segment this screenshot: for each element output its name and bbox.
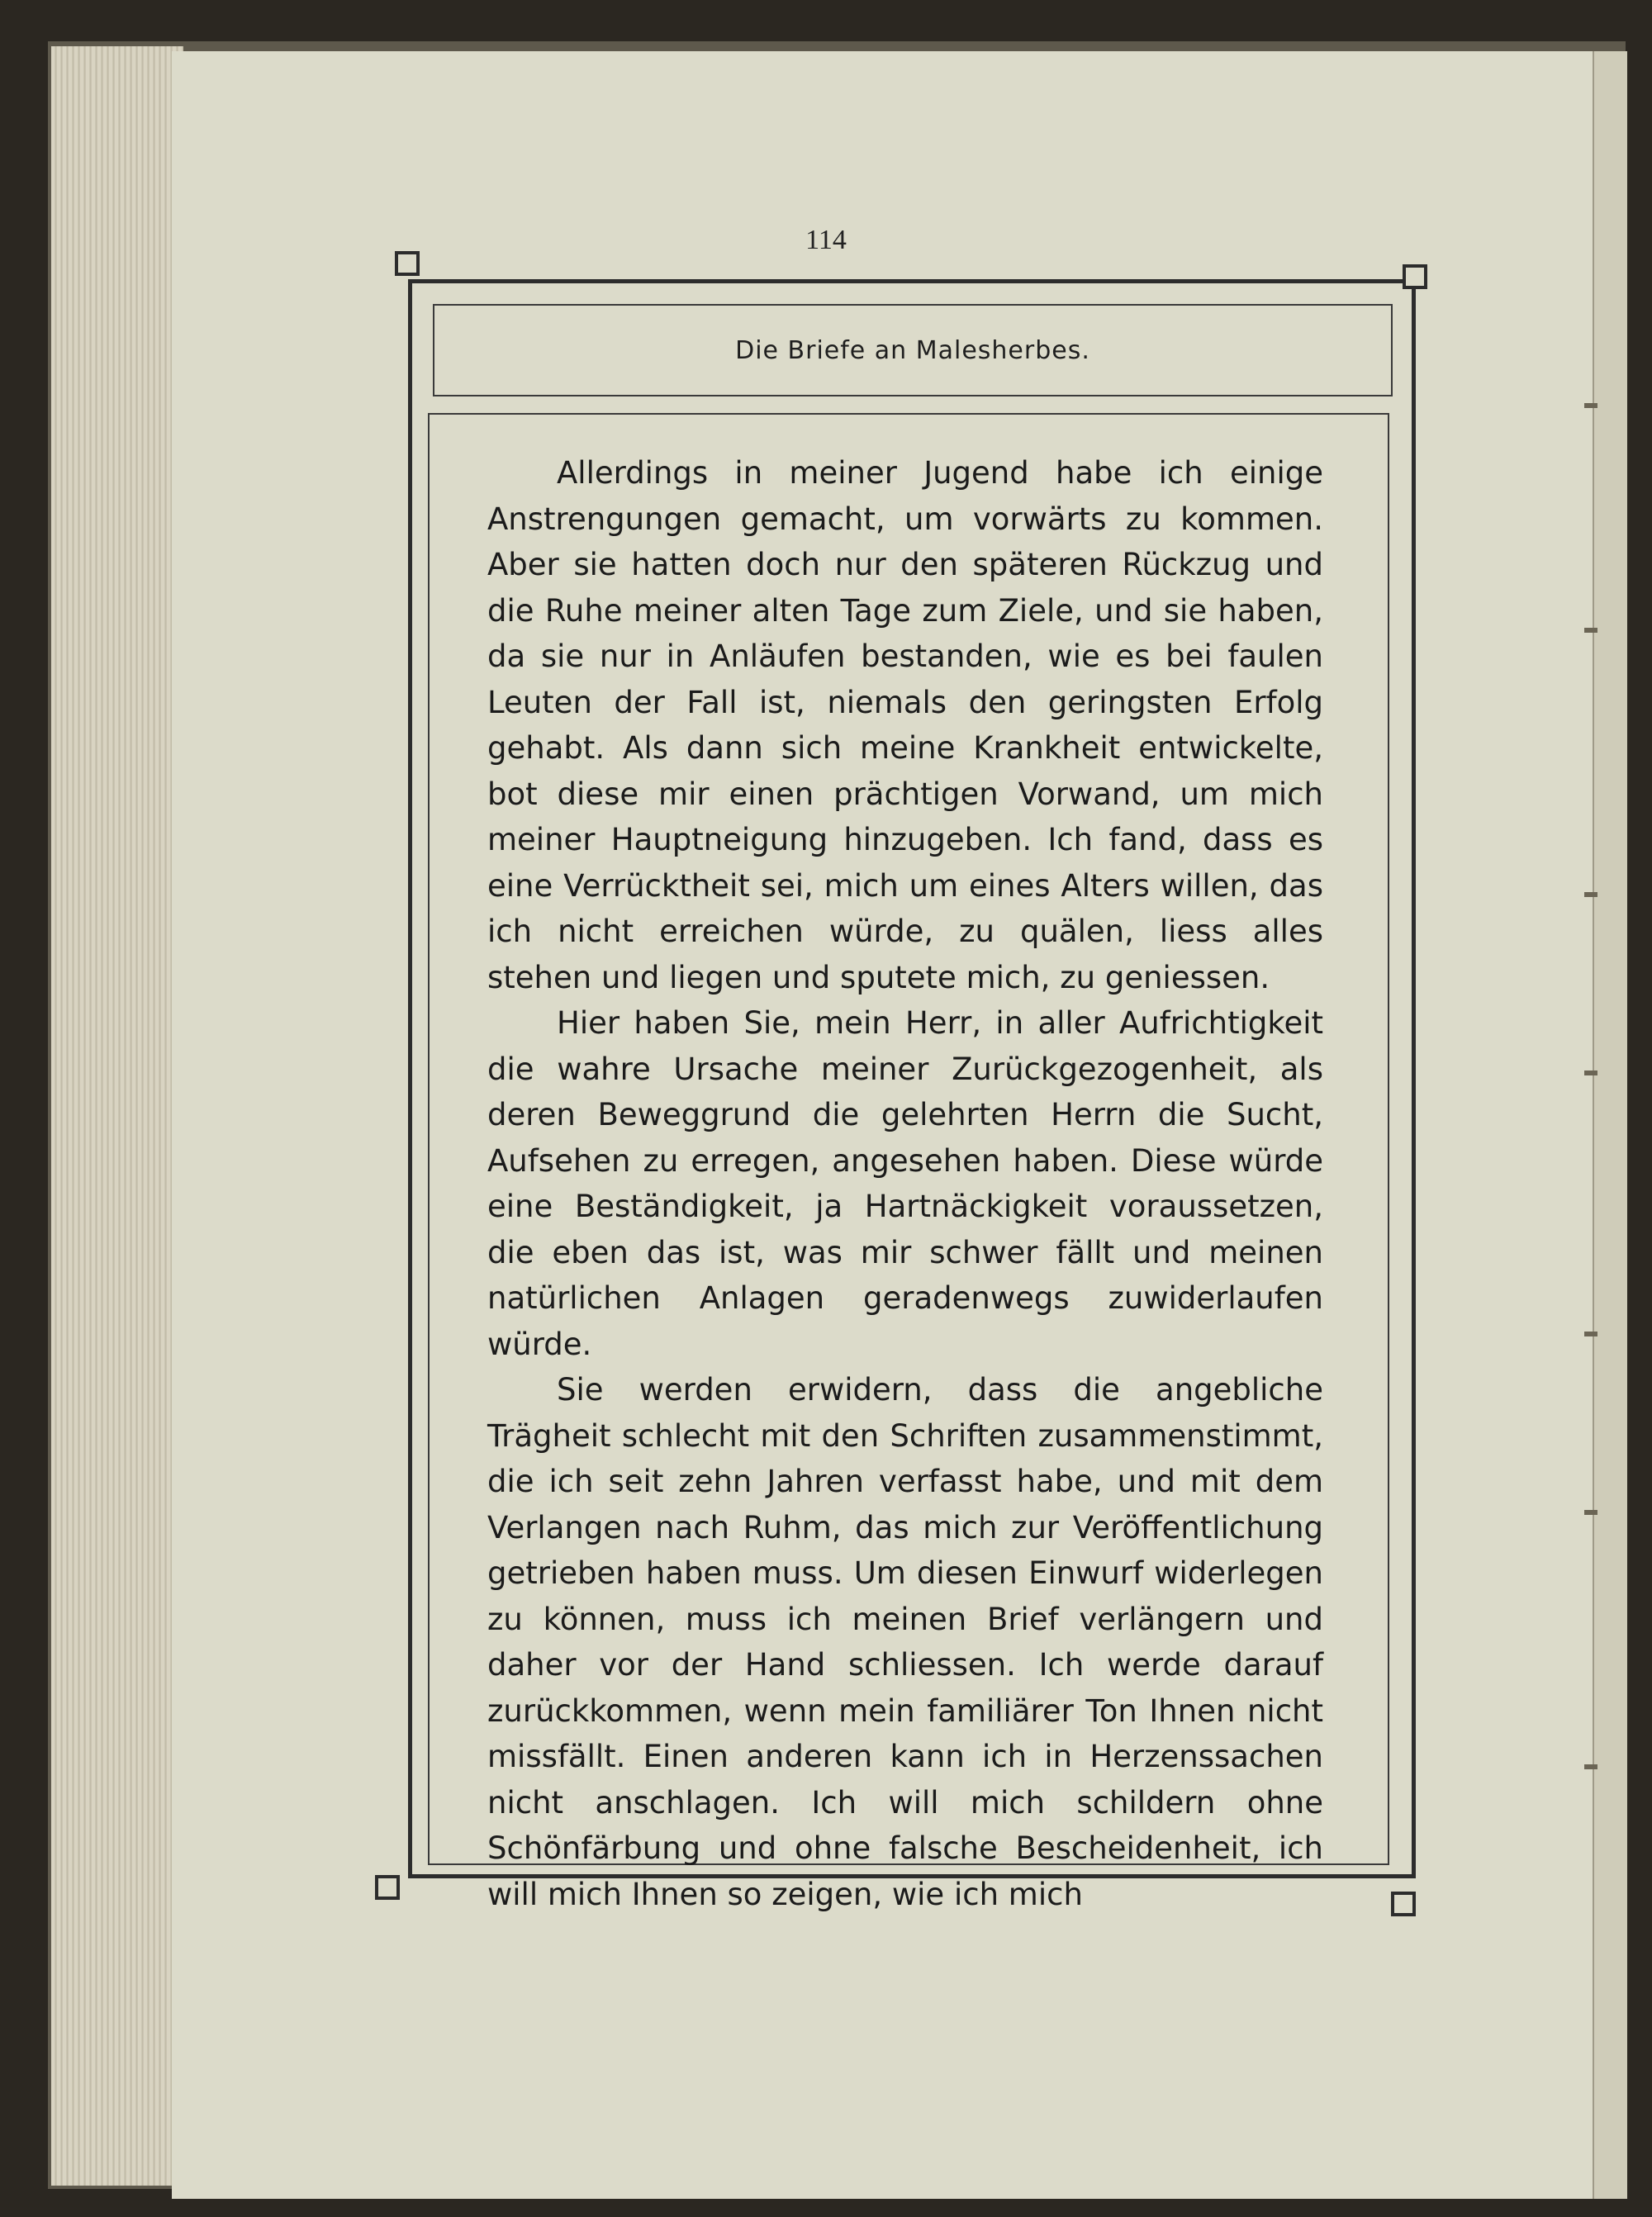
running-head-box <box>433 304 1393 396</box>
paragraph: Hier haben Sie, mein Herr, in aller Aufrichtigkeit die wahre Ursache meiner Zurückgezogenheit, als deren Beweggrund die gelehrten Herrn die Sucht, Aufsehen zu erregen, angesehen haben. Diese würde eine Beständigkeit, ja Hartnäckigkeit voraussetzen, die eben das ist, was mir schwer fällt und meinen natürlichen Anlagen geradenwegs zuwiderlaufen würde. <box>487 1005 1323 1362</box>
binding-stitch <box>1584 1510 1597 1515</box>
frame-corner-top-right <box>1403 264 1427 289</box>
binding-stitch <box>1584 1332 1597 1336</box>
binding-stitch <box>1584 403 1597 408</box>
page-edges <box>51 46 183 2186</box>
binding-stitch <box>1584 1071 1597 1075</box>
frame-corner-bottom-right <box>1391 1892 1416 1916</box>
page-number: 114 <box>805 225 847 255</box>
body-text <box>487 450 1323 1917</box>
binding-stitch <box>1584 892 1597 897</box>
binding-stitch <box>1584 1764 1597 1769</box>
frame-corner-bottom-left <box>375 1875 400 1900</box>
facing-page-edge <box>1593 51 1627 2199</box>
running-head: Die Briefe an Malesherbes. <box>735 335 1090 365</box>
binding-stitch <box>1584 628 1597 633</box>
paragraph: Allerdings in meiner Jugend habe ich einige Anstrengungen gemacht, um vorwärts zu kommen. Aber sie hatten doch nur den späteren Rückzug und die Ruhe meiner alten Tage zum Ziele, und sie haben, da sie nur in Anläufen bestanden, wie es bei faulen Leuten der Fall ist, niemals den geringsten Erfolg gehabt. Als dann sich meine Krankheit entwickelte, bot diese mir einen prächtigen Vorwand, um mich meiner Hauptneigung hinzugeben. Ich fand, dass es eine Verrücktheit sei, mich um eines Alters willen, das ich nicht erreichen würde, zu quälen, liess alles stehen und liegen und sputete mich, zu geniessen. <box>487 455 1323 995</box>
paragraph: Sie werden erwidern, dass die angebliche Trägheit schlecht mit den Schriften zusammenstimmt, die ich seit zehn Jahren verfasst habe, und mit dem Verlangen nach Ruhm, das mich zur Veröffentlichung getrieben haben muss. Um diesen Einwurf widerlegen zu können, muss ich meinen Brief verlängern und daher vor der Hand schliessen. Ich werde darauf zurückkommen, wenn mein familiärer Ton Ihnen nicht missfällt. Einen anderen kann ich in Herzenssachen nicht anschlagen. Ich will mich schildern ohne Schönfärbung und ohne falsche Bescheidenheit, ich will mich Ihnen so zeigen, wie ich mich <box>487 1372 1323 1912</box>
frame-corner-top-left <box>395 251 420 276</box>
